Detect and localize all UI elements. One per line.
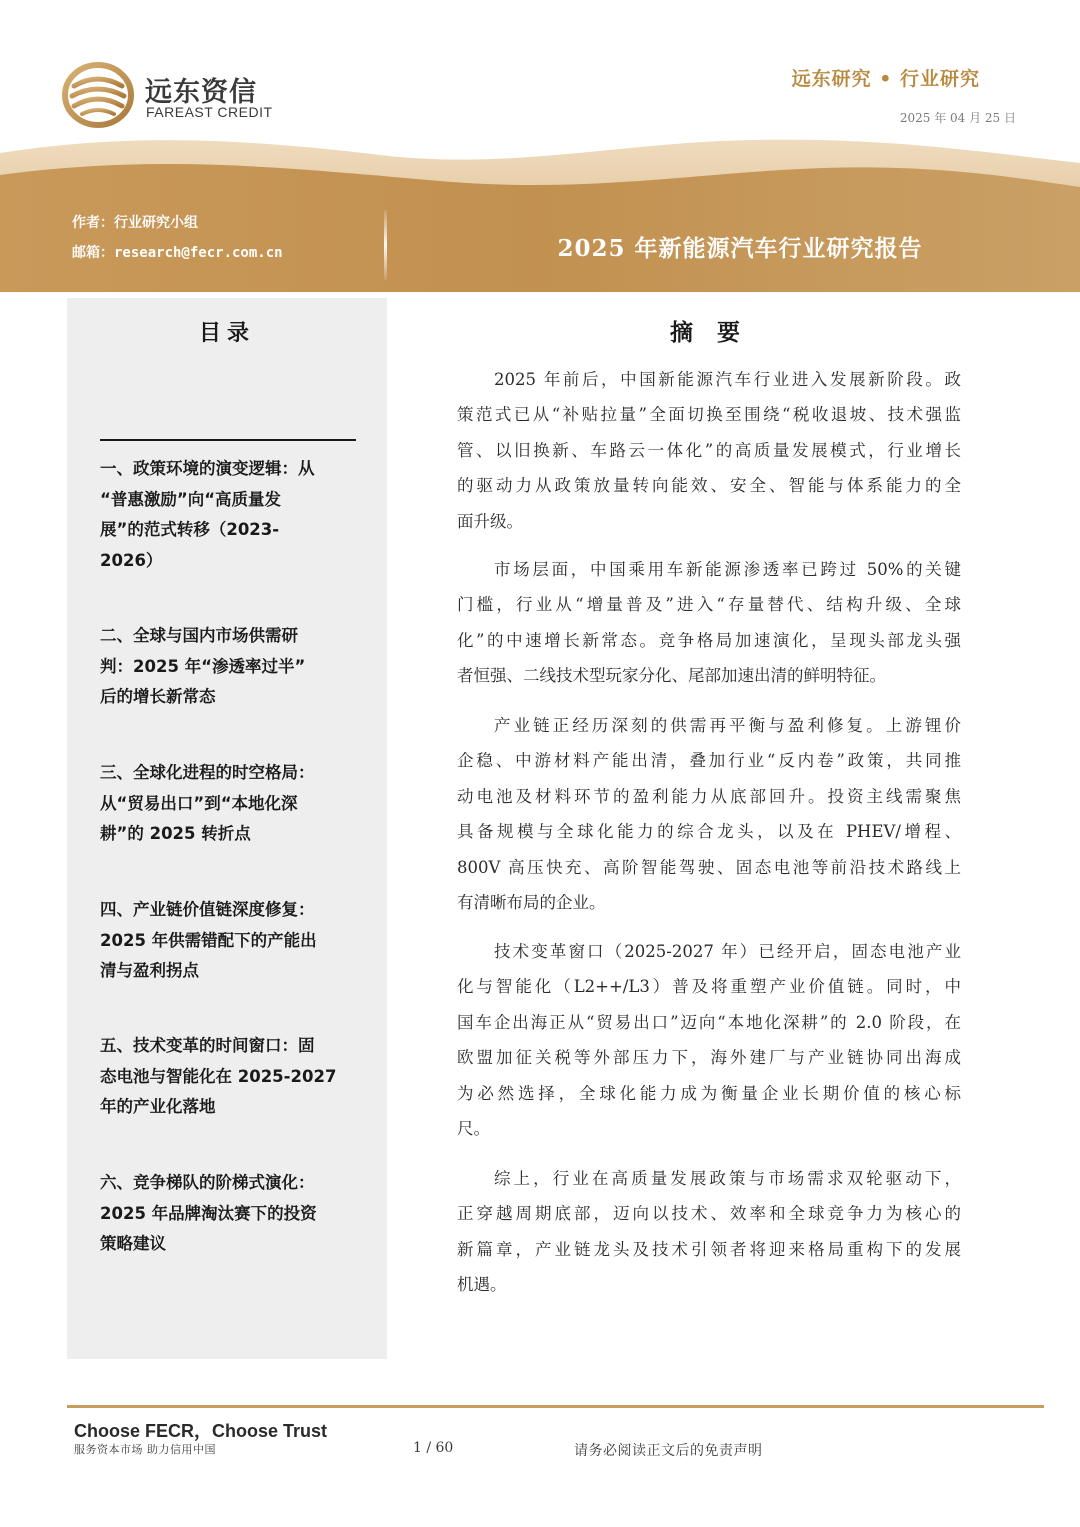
toc-item-1[interactable]: 一、政策环境的演变逻辑：从 “普惠激励”向“高质量发 展”的范式转移（2023- 2026） — [100, 459, 315, 570]
banner-divider — [384, 210, 387, 280]
brand-name-cn: 远东资信 — [145, 77, 257, 108]
toc-item-6[interactable]: 六、竞争梯队的阶梯式演化： 2025 年品牌淘汰赛下的投资 策略建议 — [100, 1173, 317, 1253]
toc-item-5[interactable]: 五、技术变革的时间窗口：固 态电池与智能化在 2025-2027 年的产业化落地 — [100, 1036, 337, 1116]
toc-divider — [100, 439, 356, 441]
footer-slogan: Choose FECR，Choose Trust — [74, 1421, 328, 1441]
abstract-paragraph-5: 综上，行业在高质量发展政策与市场需求双轮驱动下， 正穿越周期底部，迈向以技术、效率和全球竞争力为核心的 新篇章，产业链龙头及技术引领者将迎来格局重构下的发展 机遇。 — [457, 1169, 961, 1295]
email-label: 邮箱：research@fecr.com.cn — [72, 245, 283, 261]
footer-subtitle: 服务资本市场 助力信用中国 — [74, 1443, 216, 1456]
footer-disclaimer[interactable]: 请务必阅读正文后的免责声明 — [574, 1443, 763, 1459]
report-date: 2025 年 04 月 25 日 — [899, 111, 1016, 125]
footer-divider — [67, 1405, 1044, 1408]
abstract-paragraph-3: 产业链正经历深刻的供需再平衡与盈利修复。上游锂价 企稳、中游材料产能出清，叠加行业“反内卷”政策，共同推 动电池及材料环节的盈利能力从底部回升。投资主线需聚焦 具备规模与全球化能力的综合龙头，以及在 PHEV/增程、 800V 高压快充、高阶智能驾驶、固态电池等前沿技术路线上 有清晰布局的企业。 — [457, 716, 961, 913]
toc-item-3[interactable]: 三、全球化进程的时空格局： 从“贸易出口”到“本地化深 耕”的 2025 转折点 — [100, 763, 315, 843]
brand-name-en: FAREAST CREDIT — [146, 104, 273, 120]
author-label: 作者：行业研究小组 — [72, 215, 198, 231]
toc-heading: 目录 — [198, 320, 255, 346]
abstract-paragraph-4: 技术变革窗口（2025-2027 年）已经开启，固态电池产业 化与智能化（L2++/L3）普及将重塑产业价值链。同时，中 国车企出海正从“贸易出口”迈向“本地化深耕”的 2.0 阶段，在 欧盟加征关税等外部压力下，海外建厂与产业链协同出海成 为必然选择，全球化能力成为衡量企业长期价值的核心标 尺。 — [457, 942, 961, 1139]
page-number: 1 / 60 — [413, 1440, 454, 1456]
toc-item-4[interactable]: 四、产业链价值链深度修复： 2025 年供需错配下的产能出 清与盈利拐点 — [100, 900, 317, 980]
abstract-paragraph-1: 2025 年前后，中国新能源汽车行业进入发展新阶段。政 策范式已从“补贴拉量”全面切换至围绕“税收退坡、技术强监 管、以旧换新、车路云一体化”的高质量发展模式，行业增长 的驱动力从政策放量转向能效、安全、智能与体系能力的全 面升级。 — [457, 370, 961, 531]
report-title: 2025 年新能源汽车行业研究报告 — [557, 235, 923, 262]
abstract-heading: 摘 要 — [669, 319, 748, 346]
toc-item-2[interactable]: 二、全球与国内市场供需研 判：2025 年“渗透率过半” 后的增长新常态 — [100, 626, 306, 706]
report-series: 远东研究 • 行业研究 — [791, 68, 980, 90]
fareast-logo-icon — [62, 62, 134, 128]
abstract-paragraph-2: 市场层面，中国乘用车新能源渗透率已跨过 50%的关键 门槛，行业从“增量普及”进入“存量替代、结构升级、全球 化”的中速增长新常态。竞争格局加速演化，呈现头部龙头强 者恒强、二线技术型玩家分化、尾部加速出清的鲜明特征。 — [457, 560, 961, 686]
